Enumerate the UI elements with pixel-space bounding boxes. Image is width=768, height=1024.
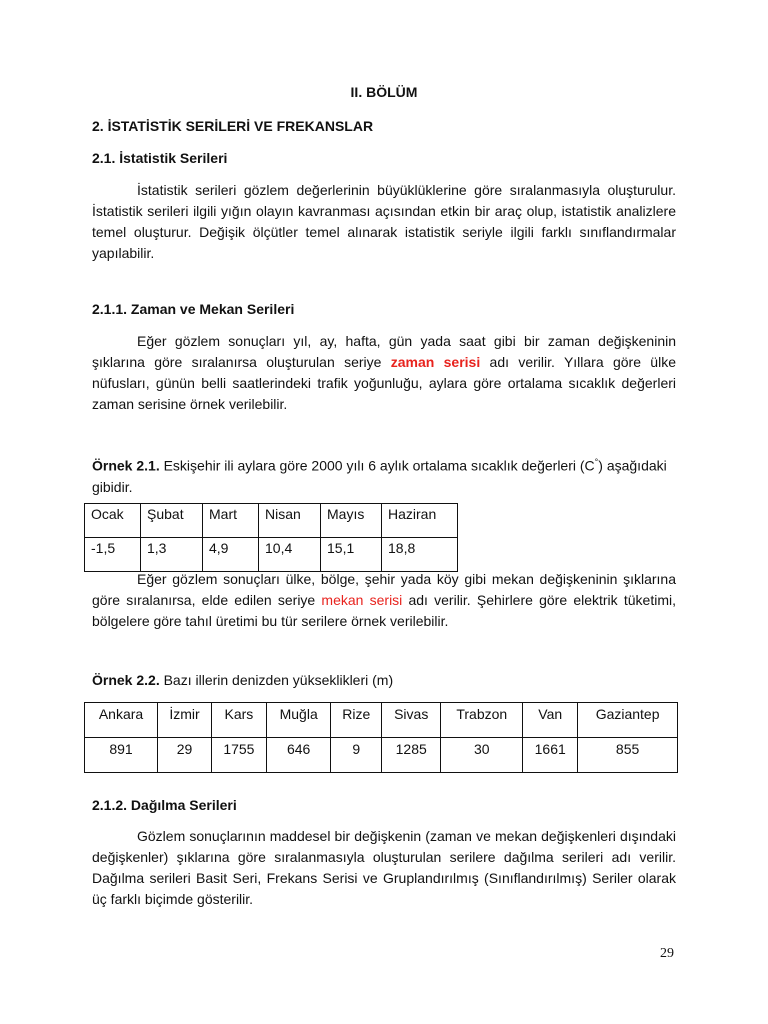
table-cell: 1755 [211,738,266,773]
table-cell: 30 [441,738,523,773]
space-series-paragraph [92,569,676,632]
distribution-series-paragraph [92,826,676,910]
section-title: 2. İSTATİSTİK SERİLERİ VE FREKANSLAR [92,118,374,134]
para-text: adı verilir. Yıllara göre ülke nüfusları, günün belli saatlerindeki trafik yoğunluğu, aylara göre ortalama sıcaklık değerleri zaman serisine örnek verilebilir. [92,354,676,412]
table-cell: Ocak [85,504,141,538]
table-cell: Muğla [266,703,331,738]
example-text-end: ) aşağıdaki gibidir. [92,457,667,495]
example-label: Örnek 2.1. [92,457,160,474]
para-text: Eğer gözlem sonuçları yıl, ay, hafta, gün yada saat gibi bir zaman değişkeninin şıklarına göre sıralanırsa oluşturulan seriye [92,333,676,370]
paragraph-text: İstatistik serileri gözlem değerlerinin büyüklüklerine göre sıralanmasıyla oluşturulur. İstatistik serileri ilgili yığın olayın kavranması açısından etkin bir araç olup, istatistik analizlere temel oluşturur. Değişik ölçütler temel alınarak istatistik seriyle ilgili farklı sınıflandırmalar yapılabilir. [92,182,676,261]
example-text: Eskişehir ili aylara göre 2000 yılı 6 aylık ortalama sıcaklık değerleri (C [159,457,595,474]
table-cell: Sivas [382,703,441,738]
table-cell: Mart [203,504,259,538]
table-header-row [85,504,458,538]
table-row [85,538,458,572]
table-cell: Trabzon [441,703,523,738]
table-cell: 1285 [382,738,441,773]
table-cell: Kars [211,703,266,738]
table-cell: İzmir [158,703,212,738]
table-row [85,738,678,773]
degree-symbol: ° [594,457,599,467]
table-cell: 646 [266,738,331,773]
table-cell: 1,3 [141,538,203,572]
table-cell: 4,9 [203,538,259,572]
table-cell: Haziran [382,504,458,538]
elevation-table [84,702,678,773]
table-cell: 10,4 [259,538,321,572]
subsection-2-1-1-title: 2.1.1. Zaman ve Mekan Serileri [92,301,295,317]
example-label: Örnek 2.2. [92,672,160,688]
table-cell: 9 [331,738,382,773]
table-cell: 18,8 [382,538,458,572]
subsection-2-1-paragraph [92,180,676,264]
page-number: 29 [660,946,674,961]
zaman-serisi-term: zaman serisi [390,354,481,370]
mekan-serisi-term: mekan serisi [321,592,403,608]
example-2-2 [92,670,676,691]
example-2-1 [92,452,676,498]
para-text: Eğer gözlem sonuçları ülke, bölge, şehir yada köy gibi mekan değişkeninin şıklarına göre sıralanırsa, elde edilen seriye [92,571,676,608]
table-cell: 855 [578,738,678,773]
example-text: Bazı illerin denizden yükseklikleri (m) [159,672,394,688]
table-cell: Mayıs [321,504,382,538]
chapter-title: II. BÖLÜM [350,84,418,100]
table-cell: 15,1 [321,538,382,572]
table-cell: 29 [158,738,212,773]
time-series-paragraph [92,331,676,415]
subsection-2-1-title: 2.1. İstatistik Serileri [92,150,228,166]
temperature-table [84,503,458,572]
table-cell: 1661 [523,738,578,773]
table-cell: Ankara [85,703,158,738]
table-cell: 891 [85,738,158,773]
table-cell: Nisan [259,504,321,538]
para-text: adı verilir. Şehirlere göre elektrik tüketimi, bölgelere göre tahıl üretimi bu tür serilere örnek verilebilir. [92,592,676,629]
table-cell: Van [523,703,578,738]
para-text: landırılmış (Sınıflandırılmış) Seriler olarak üç farklı biçimde gösterilir. [92,870,676,907]
table-cell: Rize [331,703,382,738]
series-terms: Basit Seri, Frekans Serisi ve Grup [196,870,415,886]
table-cell: Gaziantep [578,703,678,738]
para-text: Gözlem sonuçlarının maddesel bir değişkenin (zaman ve mekan değişkenleri dışındaki değişkenler) şıklarına göre sıralanmasıyla oluşturulan serilere dağılma serileri adı verilir. Dağılma serileri [92,828,676,886]
table-cell: -1,5 [85,538,141,572]
table-cell: Şubat [141,504,203,538]
subsection-2-1-2-title: 2.1.2. Dağılma Serileri [92,797,237,813]
table-header-row [85,703,678,738]
